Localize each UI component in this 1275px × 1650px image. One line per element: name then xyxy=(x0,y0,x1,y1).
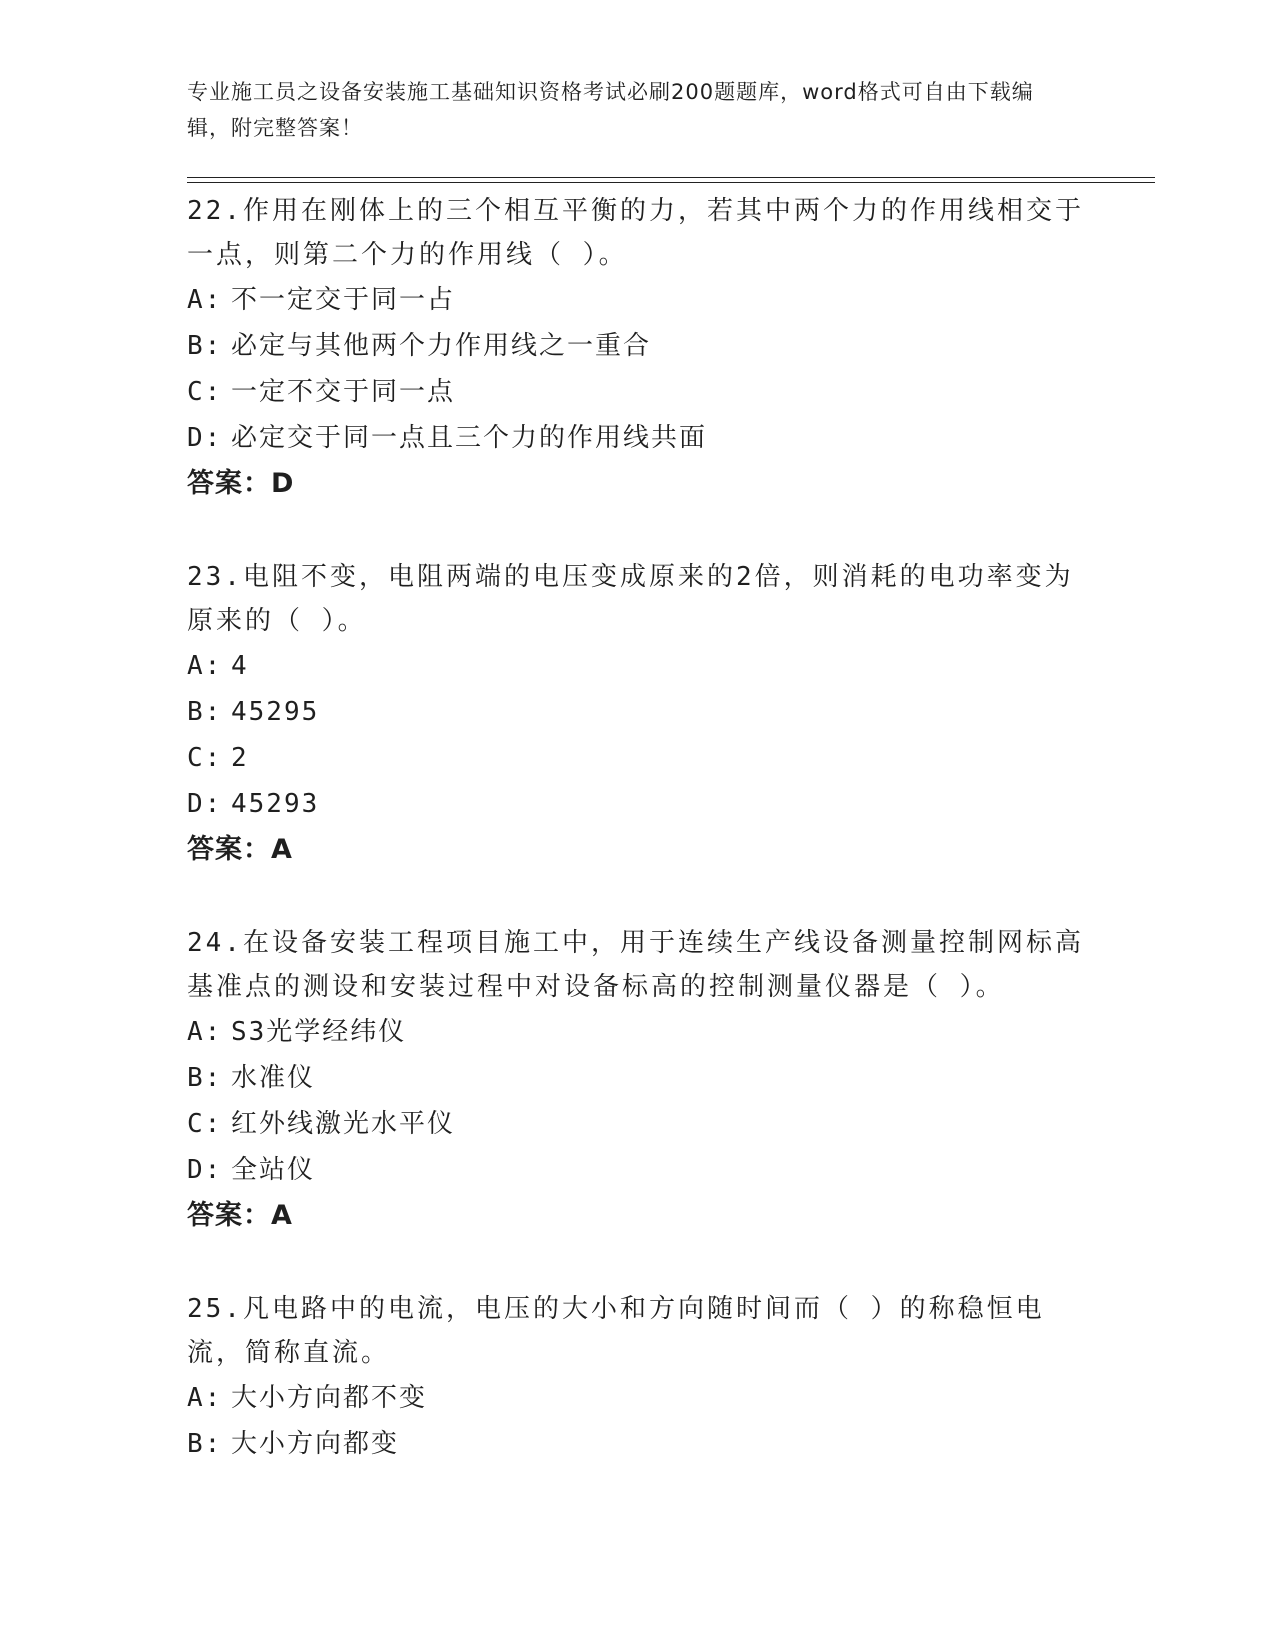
option-key: A: xyxy=(187,651,223,681)
answer: 答案：A xyxy=(187,1200,293,1231)
option-text: 大小方向都变 xyxy=(231,1429,400,1459)
option-b xyxy=(187,689,1087,735)
option-text: 一定不交于同一点 xyxy=(231,377,456,407)
option-key: D: xyxy=(187,1155,223,1185)
option-c xyxy=(187,1101,1087,1147)
header-divider-bottom xyxy=(187,182,1155,183)
question-22 xyxy=(187,189,1087,507)
option-key: B: xyxy=(187,331,223,361)
option-b xyxy=(187,1055,1087,1101)
option-text: 必定交于同一点且三个力的作用线共面 xyxy=(231,423,708,453)
option-c xyxy=(187,369,1087,415)
option-key: B: xyxy=(187,1063,223,1093)
option-text: 2 xyxy=(231,743,249,773)
option-text: 4 xyxy=(231,651,249,681)
answer: 答案：A xyxy=(187,834,293,865)
option-text: S3光学经纬仪 xyxy=(231,1017,407,1047)
option-text: 全站仪 xyxy=(231,1155,316,1185)
document-header: 专业施工员之设备安装施工基础知识资格考试必刷200题题库，word格式可自由下载编辑，附完整答案！ xyxy=(187,80,1034,140)
header-divider-top xyxy=(187,177,1155,178)
option-key: A: xyxy=(187,1383,223,1413)
option-d xyxy=(187,1147,1087,1193)
answer: 答案：D xyxy=(187,468,295,499)
question-stem: 22.作用在刚体上的三个相互平衡的力，若其中两个力的作用线相交于一点，则第二个力的作用线（ ）。 xyxy=(187,196,1084,270)
option-b xyxy=(187,1421,1087,1467)
option-b xyxy=(187,323,1087,369)
question-stem: 24.在设备安装工程项目施工中，用于连续生产线设备测量控制网标高基准点的测设和安装过程中对设备标高的控制测量仪器是（ ）。 xyxy=(187,928,1084,1002)
option-key: B: xyxy=(187,1429,223,1459)
option-text: 必定与其他两个力作用线之一重合 xyxy=(231,331,652,361)
option-key: C: xyxy=(187,1109,223,1139)
option-text: 不一定交于同一占 xyxy=(231,285,456,315)
option-a xyxy=(187,1375,1087,1421)
question-stem: 25.凡电路中的电流，电压的大小和方向随时间而（ ）的称稳恒电流，简称直流。 xyxy=(187,1294,1045,1368)
option-text: 红外线激光水平仪 xyxy=(231,1109,456,1139)
option-key: C: xyxy=(187,743,223,773)
option-key: C: xyxy=(187,377,223,407)
option-text: 45293 xyxy=(231,789,320,819)
option-c xyxy=(187,735,1087,781)
question-stem: 23.电阻不变，电阻两端的电压变成原来的2倍，则消耗的电功率变为原来的（ ）。 xyxy=(187,562,1074,636)
option-text: 大小方向都不变 xyxy=(231,1383,428,1413)
option-text: 水准仪 xyxy=(231,1063,316,1093)
option-key: D: xyxy=(187,423,223,453)
option-d xyxy=(187,781,1087,827)
option-a xyxy=(187,277,1087,323)
option-key: D: xyxy=(187,789,223,819)
option-a xyxy=(187,1009,1087,1055)
option-text: 45295 xyxy=(231,697,320,727)
option-a xyxy=(187,643,1087,689)
question-25 xyxy=(187,1287,1087,1467)
option-key: B: xyxy=(187,697,223,727)
question-24 xyxy=(187,921,1087,1239)
option-d xyxy=(187,415,1087,461)
option-key: A: xyxy=(187,285,223,315)
option-key: A: xyxy=(187,1017,223,1047)
question-23 xyxy=(187,555,1087,873)
